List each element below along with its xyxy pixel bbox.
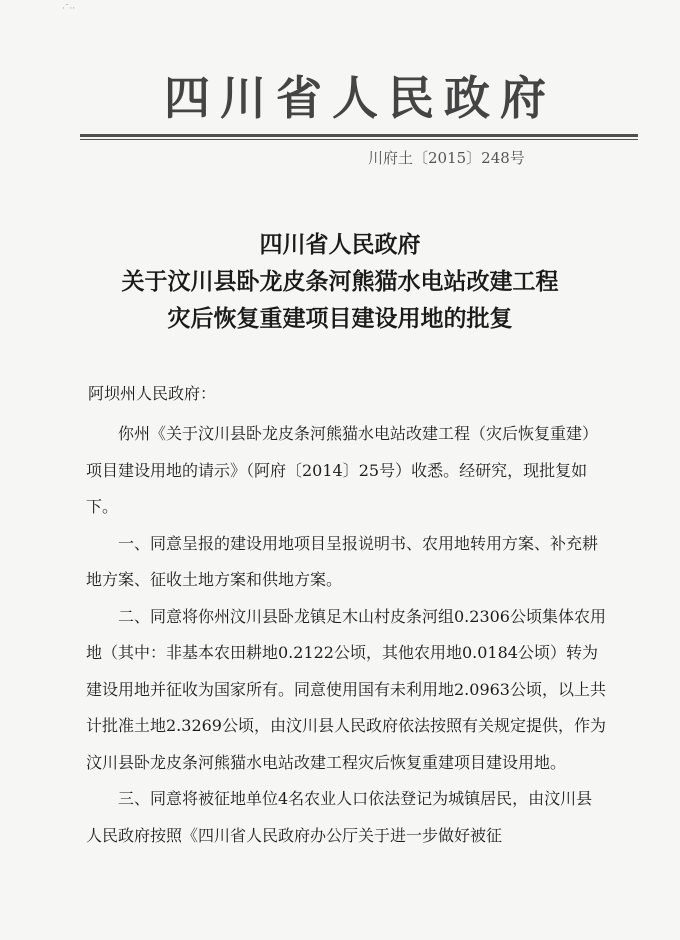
title-line-2: 关于汶川县卧龙皮条河熊猫水电站改建工程 — [121, 268, 559, 295]
title-line-3: 灾后恢复重建项目建设用地的批复 — [167, 305, 513, 332]
scan-mark: ·˘·· — [62, 4, 76, 14]
addressee: 阿坝州人民政府： — [88, 384, 217, 403]
issuer-masthead: 四川省人民政府 — [164, 71, 556, 125]
title-line-1: 四川省人民政府 — [259, 231, 421, 258]
paragraph-item-1: 一、同意呈报的建设用地项目呈报说明书、农用地转用方案、补充耕地方案、征收土地方案和供地方案。 — [86, 533, 599, 589]
document-number: 川府土〔2015〕248号 — [368, 149, 525, 167]
paragraph-item-2: 二、同意将你州汶川县卧龙镇足木山村皮条河组0.2306公顷集体农用地（其中：非基本农田耕地0.2122公顷，其他农用地0.0184公顷）转为建设用地并征收为国家所有。同意使用国有未利用地2.0963公顷，以上共计批准土地2.3269公顷，由汶川县人民政府依法按照有关规定提供，作为汶川县卧龙皮条河熊猫水电站改建工程灾后恢复重建项目建设用地。 — [86, 606, 606, 772]
masthead-rule-thick — [80, 134, 638, 137]
masthead-rule-thin — [80, 139, 638, 140]
body-text — [86, 416, 606, 854]
paragraph-item-3: 三、同意将被征地单位4名农业人口依法登记为城镇居民，由汶川县人民政府按照《四川省人民政府办公厅关于进一步做好被征 — [86, 789, 593, 845]
paragraph-intro: 你州《关于汶川县卧龙皮条河熊猫水电站改建工程（灾后恢复重建）项目建设用地的请示》（阿府〔2014〕25号）收悉。经研究，现批复如下。 — [86, 424, 599, 516]
